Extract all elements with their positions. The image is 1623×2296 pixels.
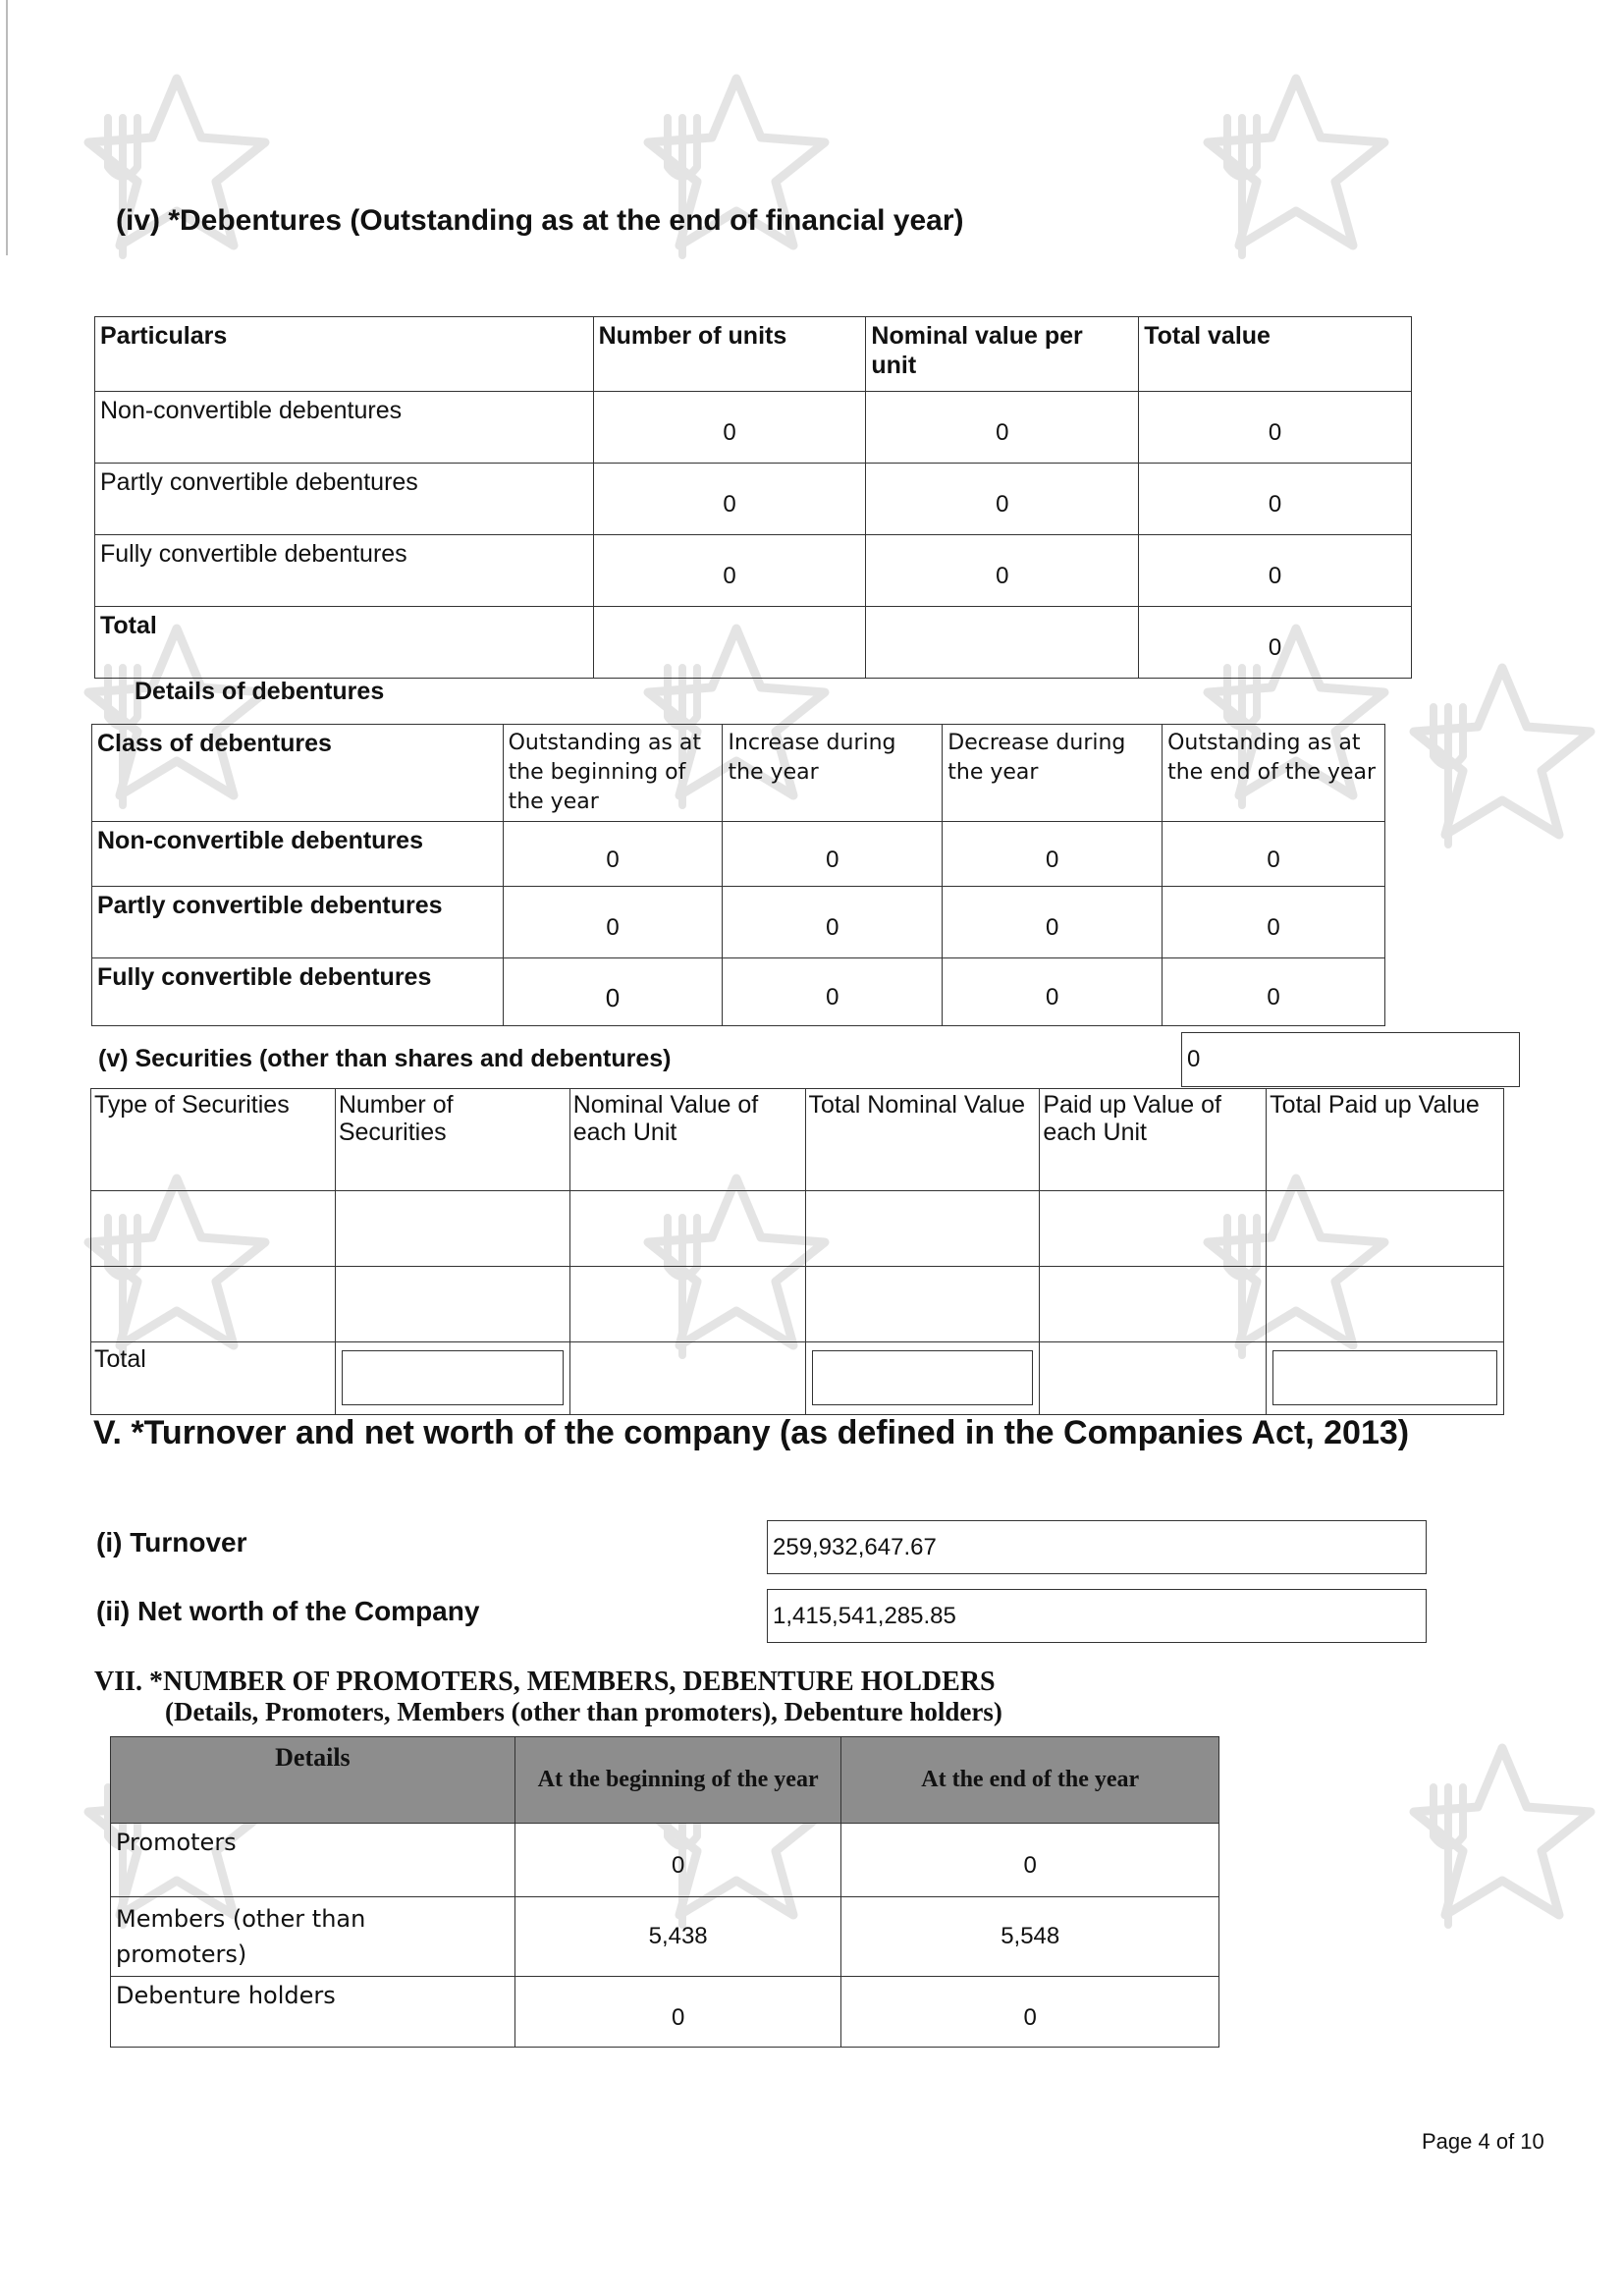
- turnover-label: (i) Turnover: [96, 1527, 247, 1558]
- col-nominal-each-unit: Nominal Value of each Unit: [572, 1091, 759, 1146]
- cell-increase: 0: [723, 887, 943, 958]
- row-label: Fully convertible debentures: [100, 540, 407, 568]
- total-units-cell: [593, 607, 866, 679]
- total-row: [95, 607, 1412, 679]
- table-row: [92, 822, 1385, 887]
- debentures-heading: (iv) *Debentures (Outstanding as at the end of financial year): [116, 204, 964, 237]
- total-label: Total: [100, 612, 157, 639]
- fork-star-logo-icon: [628, 59, 844, 275]
- cell-begin: 0: [503, 958, 723, 1026]
- col-end: At the end of the year: [921, 1767, 1140, 1792]
- table-row: [111, 1897, 1219, 1977]
- col-number-of-securities: Number of Securities: [338, 1091, 454, 1146]
- row-label: Non-convertible debentures: [100, 397, 403, 424]
- col-number-of-units: Number of units: [598, 322, 787, 350]
- table-row: [92, 887, 1385, 958]
- col-beginning: At the beginning of the year: [537, 1767, 819, 1792]
- fork-star-logo-icon: [1188, 59, 1404, 275]
- securities-total-label: Total: [94, 1345, 146, 1373]
- cell-units: 0: [593, 464, 866, 535]
- col-total-nominal: Total Nominal Value: [808, 1091, 1026, 1119]
- cell-decrease: 0: [943, 958, 1163, 1026]
- row-label: Promoters: [116, 1829, 237, 1856]
- col-nominal-value: Nominal value per unit: [871, 322, 1083, 379]
- securities-heading: (v) Securities (other than shares and debentures): [98, 1045, 672, 1072]
- promoters-heading: VII. *NUMBER OF PROMOTERS, MEMBERS, DEBENTURE HOLDERS: [94, 1667, 996, 1697]
- total-nominal-field: [812, 1350, 1034, 1405]
- securities-table: [90, 1088, 1504, 1415]
- col-type-of-securities: Type of Securities: [94, 1091, 290, 1119]
- cell-decrease: 0: [943, 822, 1163, 887]
- row-label: Members (other than promoters): [116, 1905, 366, 1968]
- details-table: [91, 724, 1385, 1026]
- col-increase: Increase during the year: [728, 731, 896, 785]
- promoters-table: [110, 1736, 1219, 2048]
- cell-total: 0: [1139, 392, 1412, 464]
- cell-end: 0: [841, 1977, 1219, 2048]
- cell-end: 0: [1163, 822, 1385, 887]
- networth-field: 1,415,541,285.85: [767, 1589, 1427, 1643]
- total-value: 0: [1139, 607, 1412, 679]
- table-row: [95, 535, 1412, 607]
- row-label: Debenture holders: [116, 1982, 336, 2009]
- turnover-field: 259,932,647.67: [767, 1520, 1427, 1574]
- cell-end: 0: [1163, 958, 1385, 1026]
- table-row: [92, 958, 1385, 1026]
- cell-increase: 0: [723, 822, 943, 887]
- debentures-table: [94, 316, 1412, 679]
- details-caption: Details of debentures: [135, 678, 385, 705]
- cell-begin: 0: [503, 822, 723, 887]
- promoters-header-row: [111, 1737, 1219, 1824]
- row-label: Non-convertible debentures: [97, 827, 423, 854]
- cell-begin: 0: [514, 1824, 841, 1897]
- row-label: Fully convertible debentures: [97, 963, 432, 991]
- cell-total: 0: [1139, 535, 1412, 607]
- col-paid-up-each-unit: Paid up Value of each Unit: [1043, 1091, 1221, 1146]
- table-row: [111, 1824, 1219, 1897]
- row-label: Partly convertible debentures: [100, 468, 418, 496]
- cell-begin: 0: [514, 1977, 841, 2048]
- col-total-value: Total value: [1144, 322, 1271, 350]
- fork-star-logo-icon: [1394, 648, 1610, 864]
- debentures-header-row: [95, 317, 1412, 392]
- cell-increase: 0: [723, 958, 943, 1026]
- total-nominal-cell: [866, 607, 1139, 679]
- fork-star-logo-icon: [69, 59, 285, 275]
- details-header-row: [92, 725, 1385, 822]
- page-number: Page 4 of 10: [1422, 2129, 1544, 2154]
- col-total-paid-up: Total Paid up Value: [1270, 1091, 1480, 1119]
- total-row: [91, 1342, 1504, 1415]
- cell-decrease: 0: [943, 887, 1163, 958]
- table-row: [91, 1191, 1504, 1267]
- cell-nominal: 0: [866, 535, 1139, 607]
- col-details: Details: [275, 1743, 351, 1772]
- page-edge: [6, 0, 8, 255]
- securities-header-row: [91, 1089, 1504, 1191]
- table-row: [95, 392, 1412, 464]
- fork-star-logo-icon: [1394, 1728, 1610, 1944]
- col-class: Class of debentures: [97, 730, 332, 757]
- col-outstanding-begin: Outstanding as at the beginning of the year: [508, 731, 701, 814]
- cell-nominal: 0: [866, 392, 1139, 464]
- table-row: [91, 1267, 1504, 1342]
- cell-begin: 5,438: [514, 1897, 841, 1977]
- cell-total: 0: [1139, 464, 1412, 535]
- total-paid-up-field: [1272, 1350, 1497, 1405]
- networth-label: (ii) Net worth of the Company: [96, 1596, 480, 1626]
- cell-end: 5,548: [841, 1897, 1219, 1977]
- total-number-field: [342, 1350, 564, 1405]
- col-particulars: Particulars: [100, 322, 228, 350]
- table-row: [95, 464, 1412, 535]
- cell-units: 0: [593, 392, 866, 464]
- cell-end: 0: [841, 1824, 1219, 1897]
- cell-units: 0: [593, 535, 866, 607]
- col-decrease: Decrease during the year: [947, 731, 1126, 785]
- cell-nominal: 0: [866, 464, 1139, 535]
- cell-begin: 0: [503, 887, 723, 958]
- table-row: [111, 1977, 1219, 2048]
- promoters-subheading: (Details, Promoters, Members (other than promoters), Debenture holders): [165, 1697, 1002, 1726]
- securities-value-field: 0: [1181, 1032, 1520, 1087]
- col-outstanding-end: Outstanding as at the end of the year: [1167, 731, 1377, 785]
- turnover-heading: V. *Turnover and net worth of the company (as defined in the Companies Act, 2013): [93, 1414, 1410, 1451]
- cell-end: 0: [1163, 887, 1385, 958]
- row-label: Partly convertible debentures: [97, 892, 443, 919]
